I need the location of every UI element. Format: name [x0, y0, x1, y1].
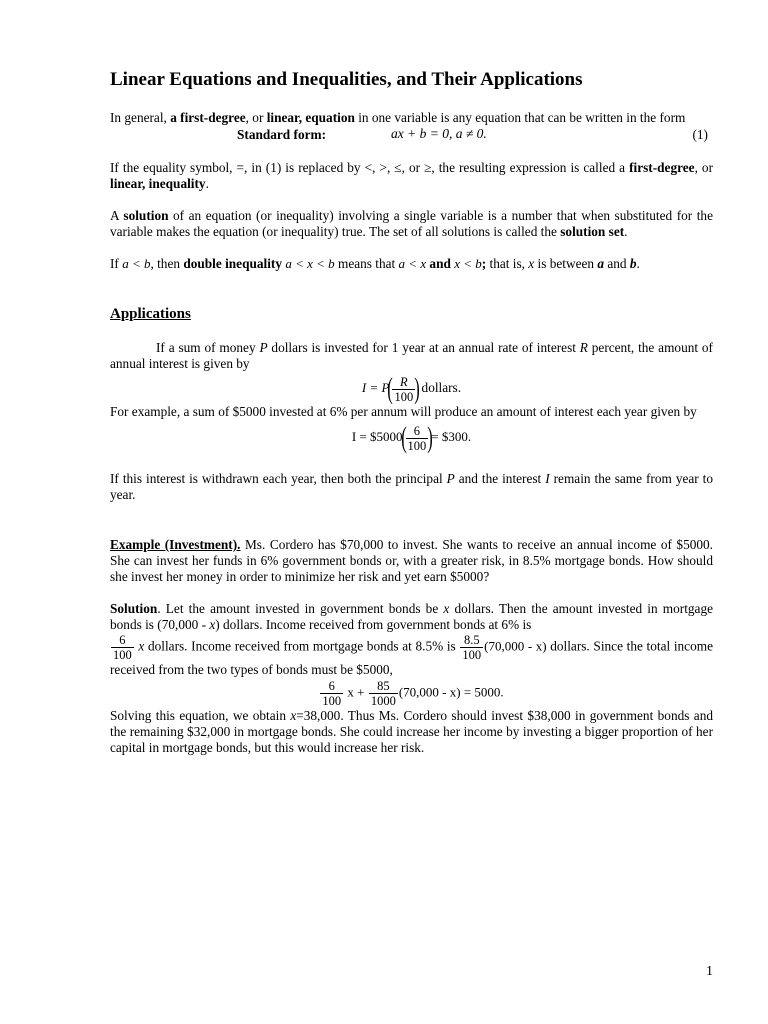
interest-formula: I = P ( $\frac{R}{100}$ ) dollars.: [361, 372, 462, 405]
example-interest-paragraph: For example, a sum of $5000 invested at 6% per annum will produce an amount of interest each year given by: [110, 404, 697, 419]
standard-form-equation: ax + b = 0, a ≠ 0.: [391, 126, 487, 141]
example-interest-formula: I = $5000 ( $\frac{6}{100}$ ) = $300.: [351, 421, 472, 454]
solution-definition-paragraph: A solution of an equation (or inequality) involving a single variable is a number that when substituted for the variable makes the equation (or inequality) true. The set of all solutions is called the solution set.: [110, 208, 713, 239]
solution-paragraph: Solution. Let the amount invested in government bonds be x dollars. Then the amount invested in mortgage bonds is (70,000 - x) dollars. Income received from government bonds at 6% is $\frac{6}{100}$ x dollars. Income received from mortgage bonds at 8.5% is $\frac{8.5}{100}$ (70,000 - x) dollars. Since the total income received from the two types of bonds must be $5000,: [110, 601, 713, 677]
solution-equation: $\frac{6}{100}$ x + $\frac{85}{1000}$ (70,000 - x) = 5000.: [322, 679, 504, 708]
interest-paragraph: If a sum of money P dollars is invested for 1 year at an annual rate of interest R percent, the amount of annual interest is given by: [110, 340, 713, 371]
solving-paragraph: Solving this equation, we obtain x=38,000. Thus Ms. Cordero should invest $38,000 in government bonds and the remaining $32,000 in mortgage bonds. She could increase her income by investing a bigger proportion of her capital in mortgage bonds, but this would increase her risk.: [110, 708, 713, 755]
page-title: Linear Equations and Inequalities, and Their Applications: [110, 69, 583, 90]
example-paragraph: Example (Investment). Ms. Cordero has $70,000 to invest. She wants to receive an annual income of $5000. She can invest her funds in 6% government bonds or, with a greater risk, in 8.5% mortgage bonds. How should she invest her money in order to minimize her risk and yet earn $5000?: [110, 537, 714, 584]
withdrawal-paragraph: If this interest is withdrawn each year, then both the principal P and the interest I remain the same from year to year.: [110, 471, 714, 502]
double-inequality-paragraph: If a < b, then double inequality a < x < b means that a < x and x < b; that is, x is between a and b.: [110, 256, 640, 271]
page-number: 1: [706, 964, 713, 979]
standard-form-row: [110, 126, 713, 144]
document-page: [110, 68, 713, 756]
standard-form-label: Standard form:: [237, 127, 327, 142]
inequality-paragraph: If the equality symbol, =, in (1) is replaced by <, >, ≤, or ≥, the resulting expression is called a first-degree, or linear, inequality.: [110, 160, 713, 191]
intro-paragraph: In general, a first-degree, or linear, equation in one variable is any equation that can be written in the form: [110, 110, 686, 125]
equation-number: (1): [692, 127, 708, 142]
applications-heading: Applications: [110, 306, 191, 322]
